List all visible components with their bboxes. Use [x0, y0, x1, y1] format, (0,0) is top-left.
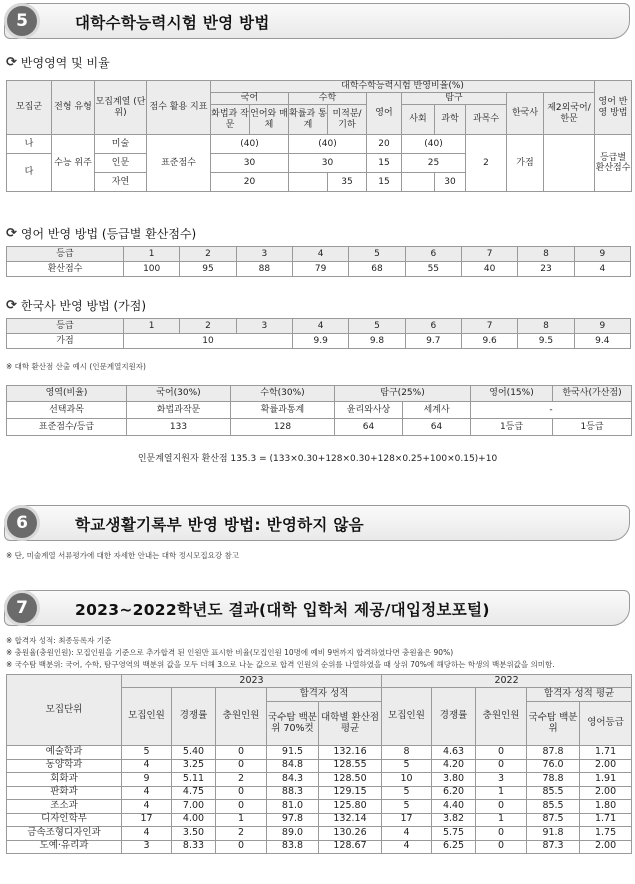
section-6-banner: [4, 505, 630, 541]
table-row: [7, 813, 632, 827]
art-note: ※ 단, 미술계열 서류평가에 대한 자세한 안내는 대학 정시모집요강 참고: [6, 551, 239, 560]
th-k1: 화법과 작문: [211, 105, 250, 135]
value-cell: 4: [382, 840, 432, 854]
section-number-badge: 6: [4, 505, 40, 541]
calc-example-table: 영역(비율) 국어(30%) 수학(30%) 탐구(25%) 영어(15%) 한국사(가산점) 선택과목 화법과작문 확률과통계 윤리와사상 세계사 - 표준점수/등급 133 128 64 64 1등급 1등급: [6, 385, 632, 436]
value-cell: 5: [382, 800, 432, 814]
value-cell: 0: [476, 759, 527, 773]
value-cell: 2.00: [580, 840, 632, 854]
reflection-ratio-table: 모집군 전형 유형 모집계열 (단위) 점수 활용 지표 대학수학능력시험 반영비율(%) 영어 반영 방법 국어 수학 영어 탐구 한국사 제2외국어/ 한문 화법과 작문 언어와 매체 확률과 통계 미적분/ 기하 사회 과학 과목수 나 수능 위주 미술 표준점수 (40) (40) 20 (40) 2 가점 등급별 환산점수 다 인문 30 30 15 25 자연 20 35 15 30: [6, 80, 632, 192]
value-cell: 5.40: [172, 746, 216, 760]
th-unit: 모집단위: [7, 675, 122, 746]
th-tamgu: 탐구: [402, 93, 507, 105]
value-cell: 9: [122, 773, 172, 787]
score-cell: 4: [574, 262, 630, 277]
value-cell: 3.50: [172, 827, 216, 841]
th-2022: 2022: [382, 675, 632, 688]
th-ratio: 대학수학능력시험 반영비율(%): [211, 81, 595, 93]
th-2023: 2023: [122, 675, 382, 688]
th-jeonhyeong: 전형 유형: [52, 81, 95, 135]
value-cell: 3: [476, 773, 527, 787]
value-cell: 3: [122, 840, 172, 854]
unit-cell: 디자인학부: [7, 813, 122, 827]
value-cell: 4.40: [432, 800, 476, 814]
th-jeomsu: 점수 활용 지표: [147, 81, 211, 135]
score-cell: 79: [292, 262, 348, 277]
score-cell: 68: [349, 262, 405, 277]
value-cell: 6.20: [432, 786, 476, 800]
score-cell: 9.4: [574, 334, 630, 349]
value-cell: 0: [476, 746, 527, 760]
value-cell: 84.8: [267, 759, 319, 773]
unit-cell: 예술학과: [7, 746, 122, 760]
value-cell: 3.82: [432, 813, 476, 827]
value-cell: 5: [382, 786, 432, 800]
value-cell: 4.75: [172, 786, 216, 800]
th-mojipgun: 모집군: [7, 81, 52, 135]
value-cell: 89.0: [267, 827, 319, 841]
value-cell: 88.3: [267, 786, 319, 800]
value-cell: 7.00: [172, 800, 216, 814]
row-art: 미술: [95, 135, 147, 154]
grade-cell: 8: [518, 247, 574, 262]
value-cell: 85.5: [527, 800, 580, 814]
score-cell: 40: [461, 262, 517, 277]
score-cell: 9.7: [405, 334, 461, 349]
score-cell: 9.8: [349, 334, 405, 349]
grade-cell: 6: [405, 247, 461, 262]
value-cell: 2: [216, 773, 267, 787]
results-note-2: ※ 충원율(충원인원): 모집인원을 기준으로 추가합격 된 인원만 표시한 비율(모집인원 10명에 예비 9번까지 합격하였다면 충원율은 90%): [6, 648, 454, 657]
value-cell: 125.80: [319, 800, 382, 814]
value-cell: 2.00: [580, 759, 632, 773]
english-score-table: 등급 1 2 3 4 5 6 7 8 9 환산점수 100 95 88 79 68 55 40 23 4: [6, 246, 631, 277]
score-cell: 100: [124, 262, 180, 277]
value-cell: 1.75: [580, 827, 632, 841]
grade-cell: 4: [292, 319, 348, 334]
th-gyeyeol: 모집계열 (단위): [95, 81, 147, 135]
unit-cell: 회화과: [7, 773, 122, 787]
grade-cell: 9: [574, 319, 630, 334]
value-cell: 17: [122, 813, 172, 827]
score-cell: 9.5: [518, 334, 574, 349]
th-t2: 과학: [435, 105, 466, 135]
value-cell: 0: [216, 786, 267, 800]
value-cell: 17: [382, 813, 432, 827]
jeonhyeong-cell: 수능 위주: [52, 135, 95, 192]
table-row: [7, 786, 632, 800]
value-cell: 1: [476, 813, 527, 827]
subheading-hanguksa: ⟳ 한국사 반영 방법 (가점): [6, 298, 147, 313]
row-science: 자연: [95, 173, 147, 192]
unit-cell: 판화과: [7, 786, 122, 800]
value-cell: 0: [216, 746, 267, 760]
group-na: 나: [7, 135, 52, 154]
value-cell: 87.3: [527, 840, 580, 854]
grade-cell: 5: [349, 247, 405, 262]
grade-cell: 5: [349, 319, 405, 334]
results-note-3: ※ 국수탐 백분위: 국어, 수학, 탐구영역의 백분위 값을 모두 더해 3으로 나눈 값으로 합격 인원의 순위를 나열하였을 때 상위 70%에 해당하는 학생의 백분위값을 의미함.: [6, 660, 555, 669]
th-eng-method: 영어 반영 방법: [595, 81, 632, 135]
value-cell: 0: [476, 840, 527, 854]
value-cell: 0: [476, 800, 527, 814]
th-math: 수학: [289, 93, 367, 105]
score-cell: 23: [518, 262, 574, 277]
value-cell: 0: [216, 759, 267, 773]
table-row: [7, 827, 632, 841]
group-da: 다: [7, 154, 52, 192]
grade-cell: 2: [180, 319, 236, 334]
table-row: [7, 759, 632, 773]
score-cell: 88: [236, 262, 292, 277]
value-cell: 84.3: [267, 773, 319, 787]
value-cell: 2: [216, 827, 267, 841]
table-row: [7, 773, 632, 787]
calc-formula: 인문계열지원자 환산점 135.3 = (133×0.30+128×0.30+128×0.25+100×0.15)+10: [137, 454, 498, 464]
table-row: [7, 800, 632, 814]
value-cell: 1.71: [580, 746, 632, 760]
value-cell: 5.75: [432, 827, 476, 841]
grade-cell: 3: [236, 247, 292, 262]
grade-cell: 8: [518, 319, 574, 334]
arrow-icon: ⟳: [6, 226, 17, 241]
value-cell: 10: [382, 773, 432, 787]
section-title: 2023~2022학년도 결과(대학 입학처 제공/대입정보포털): [75, 601, 490, 619]
value-cell: 87.8: [527, 746, 580, 760]
value-cell: 97.8: [267, 813, 319, 827]
value-cell: 91.5: [267, 746, 319, 760]
value-cell: 91.8: [527, 827, 580, 841]
row-humanities: 인문: [95, 154, 147, 173]
value-cell: 4.20: [432, 759, 476, 773]
unit-cell: 동양학과: [7, 759, 122, 773]
value-cell: 0: [216, 840, 267, 854]
value-cell: 76.0: [527, 759, 580, 773]
grade-cell: 1: [124, 247, 180, 262]
grade-cell: 7: [461, 247, 517, 262]
grade-cell: 1: [124, 319, 180, 334]
value-cell: 8: [382, 746, 432, 760]
score-cell: 55: [405, 262, 461, 277]
value-cell: 132.16: [319, 746, 382, 760]
subheading-english: ⟳ 영어 반영 방법 (등급별 환산점수): [6, 226, 197, 241]
value-cell: 4.63: [432, 746, 476, 760]
value-cell: 83.8: [267, 840, 319, 854]
value-cell: 128.50: [319, 773, 382, 787]
value-cell: 87.5: [527, 813, 580, 827]
results-note-1: ※ 합격자 성적: 최종등록자 기준: [6, 636, 112, 645]
value-cell: 0: [216, 800, 267, 814]
th-hanguksa: 한국사: [507, 93, 544, 135]
value-cell: 3.80: [432, 773, 476, 787]
value-cell: 1: [476, 786, 527, 800]
value-cell: 81.0: [267, 800, 319, 814]
results-table: 모집단위 2023 2022 모집인원 경쟁률 충원인원 합격자 성적 모집인원 경쟁률 충원인원 합격자 성적 평균 국수탐 백분위 70%컷 대학별 환산점평균 국수탐 백분위 영어등급 예술학과 5 5.40 0 91.5 132.16 8 4.63 0 87.8 1.71 동양학과 4 3.25 0 84.8 128.55 5 4.20 0 76.0 2.00 회화과 9 5.11 2 84.3 128.50 10 3.80 3 78.8 1.91 판화과 4 4.75 0 88.3 129.15 5 6.20 1 85.5 2.00 조소과 4 7.00 0 81.0 125.80 5 4.40 0 85.5 1.80 디자인학부 17 4.00 1 97.8 132.14 17 3.82 1 87.5 1.71 금속조형디자인과 4 3.50 2 89.0 130.26 4 5.75 0 91.8 1.75 도예·유리과 3 8.33 0 83.8 128.67 4 6.25 0 87.3 2.00: [6, 674, 632, 854]
score-type-cell: 표준점수: [147, 135, 211, 192]
value-cell: 4: [122, 800, 172, 814]
value-cell: 6.25: [432, 840, 476, 854]
th-k2: 언어와 매체: [250, 105, 289, 135]
arrow-icon: ⟳: [6, 298, 17, 313]
value-cell: 132.14: [319, 813, 382, 827]
value-cell: 129.15: [319, 786, 382, 800]
section-7-banner: [4, 590, 630, 626]
value-cell: 1.91: [580, 773, 632, 787]
arrow-icon: ⟳: [6, 55, 17, 70]
value-cell: 128.55: [319, 759, 382, 773]
grade-cell: 3: [236, 319, 292, 334]
unit-cell: 금속조형디자인과: [7, 827, 122, 841]
section-number-badge: 7: [4, 590, 40, 626]
score-cell: 9.9: [292, 334, 348, 349]
value-cell: 4: [122, 759, 172, 773]
value-cell: 8.33: [172, 840, 216, 854]
table-row: [7, 840, 632, 854]
table-row: [7, 746, 632, 760]
th-english: 영어: [367, 93, 402, 135]
grade-cell: 7: [461, 319, 517, 334]
value-cell: 1: [216, 813, 267, 827]
th-t3: 과목수: [466, 105, 507, 135]
value-cell: 3.25: [172, 759, 216, 773]
score-cell: 9.6: [461, 334, 517, 349]
section-title: 대학수학능력시험 반영 방법: [75, 14, 270, 32]
hanguksa-score-table: 등급 1 2 3 4 5 6 7 8 9 가점 10 9.9 9.8 9.7 9.6 9.5 9.4: [6, 318, 631, 349]
value-cell: 1.71: [580, 813, 632, 827]
th-second-lang: 제2외국어/ 한문: [544, 93, 595, 135]
subheading-reflection-ratio: ⟳ 반영영역 및 비율: [6, 55, 110, 70]
th-korean: 국어: [211, 93, 289, 105]
value-cell: 5: [122, 746, 172, 760]
value-cell: 85.5: [527, 786, 580, 800]
value-cell: 5: [382, 759, 432, 773]
grade-cell: 2: [180, 247, 236, 262]
value-cell: 4: [122, 786, 172, 800]
unit-cell: 도예·유리과: [7, 840, 122, 854]
calc-example-note: ※ 대학 환산점 산출 예시 (인문계열지원자): [6, 362, 146, 371]
grade-cell: 9: [574, 247, 630, 262]
value-cell: 2.00: [580, 786, 632, 800]
value-cell: 4.00: [172, 813, 216, 827]
value-cell: 128.67: [319, 840, 382, 854]
grade-cell: 6: [405, 319, 461, 334]
unit-cell: 조소과: [7, 800, 122, 814]
value-cell: 78.8: [527, 773, 580, 787]
section-5-banner: [4, 3, 630, 39]
grade-cell: 4: [292, 247, 348, 262]
value-cell: 4: [122, 827, 172, 841]
value-cell: 5.11: [172, 773, 216, 787]
value-cell: 0: [476, 827, 527, 841]
value-cell: 1.80: [580, 800, 632, 814]
value-cell: 4: [382, 827, 432, 841]
section-number-badge: 5: [4, 3, 40, 39]
section-title: 학교생활기록부 반영 방법: 반영하지 않음: [75, 516, 364, 534]
score-cell: 95: [180, 262, 236, 277]
value-cell: 130.26: [319, 827, 382, 841]
th-t1: 사회: [402, 105, 435, 135]
th-m2: 미적분/ 기하: [328, 105, 367, 135]
th-m1: 확률과 통계: [289, 105, 328, 135]
